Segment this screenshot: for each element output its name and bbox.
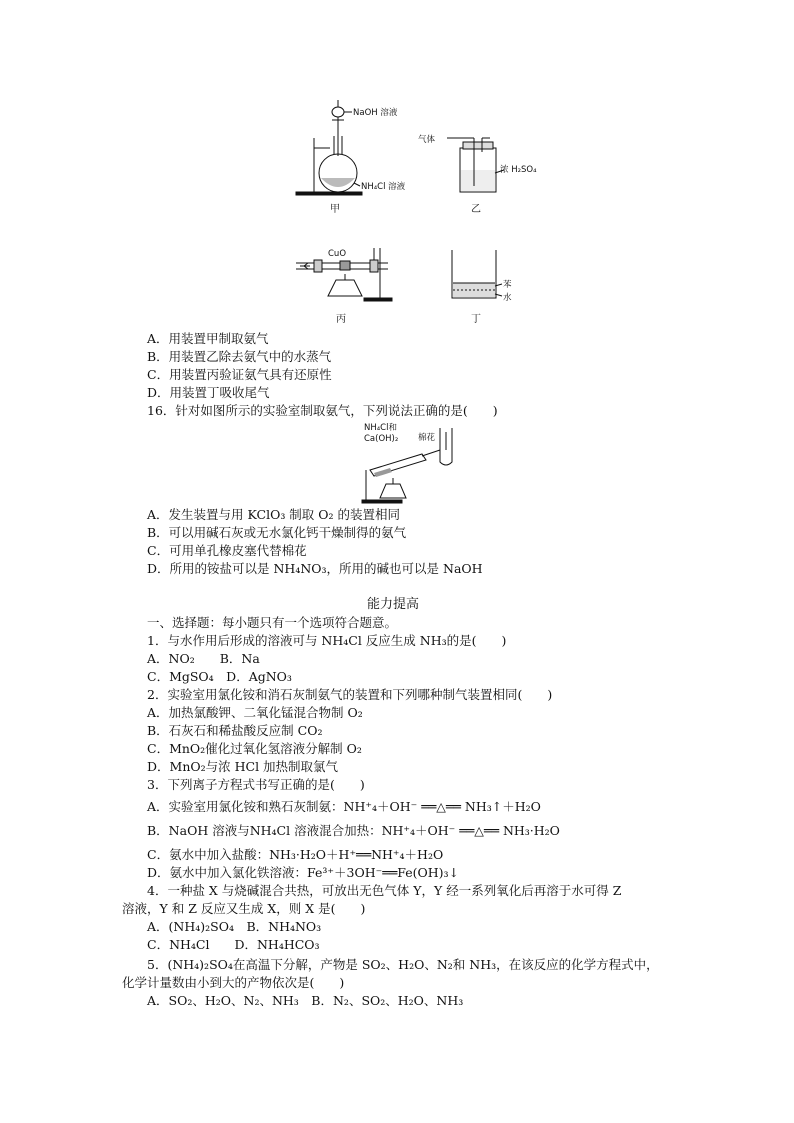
apparatus-yi (447, 138, 504, 192)
label-gas: 气体 (418, 135, 436, 145)
label-water: 水 (503, 293, 512, 303)
question-5-cont: 化学计量数由小到大的产物依次是( ) (122, 975, 345, 990)
q1-options-cd: C．MgSO₄ D．AgNO₃ (147, 669, 292, 684)
q16-option-d: D．所用的铵盐可以是 NH₄NO₃，所用的碱也可以是 NaOH (147, 561, 483, 576)
q4-options-ab: A．(NH₄)₂SO₄ B．NH₄NO₃ (147, 919, 322, 934)
label-h2so4: 浓 H₂SO₄ (500, 165, 537, 175)
q5-options-ab: A．SO₂、H₂O、N₂、NH₃ B．N₂、SO₂、H₂O、NH₃ (147, 993, 464, 1008)
q3-option-b: B．NaOH 溶液与NH₄Cl 溶液混合加热：NH⁺₄＋OH⁻ ══△══ NH₃·H₂O (147, 823, 560, 838)
caption-jia: 甲 (330, 204, 340, 215)
option-a-jia: A．用装置甲制取氨气 (147, 331, 269, 346)
question-4: 4．一种盐 X 与烧碱混合共热，可放出无色气体 Y，Y 经一系列氧化后再溶于水可得 Z (147, 883, 622, 898)
question-1: 1．与水作用后形成的溶液可与 NH₄Cl 反应生成 NH₃的是( ) (147, 633, 507, 648)
section-instruction: 一、选择题：每小题只有一个选项符合题意。 (147, 615, 398, 630)
section-heading: 能力提高 (367, 597, 420, 612)
label-caoh2: Ca(OH)₂ (364, 434, 399, 444)
question-16: 16．针对如图所示的实验室制取氨气，下列说法正确的是( ) (147, 403, 498, 418)
apparatus-figure (290, 98, 550, 330)
label-cotton: 棉花 (418, 433, 436, 443)
q16-option-b: B．可以用碱石灰或无水氯化钙干燥制得的氨气 (147, 525, 407, 540)
label-naoh: NaOH 溶液 (353, 108, 398, 118)
apparatus-ding (452, 250, 502, 298)
question-5: 5．(NH₄)₂SO₄在高温下分解，产物是 SO₂、H₂O、N₂和 NH₃，在该反应的化学方程式中， (147, 957, 659, 972)
q2-option-c: C．MnO₂催化过氧化氢溶液分解制 O₂ (147, 741, 362, 756)
caption-bing: 丙 (336, 314, 346, 325)
option-c-bing: C．用装置丙验证氨气具有还原性 (147, 367, 332, 382)
option-d-ding: D．用装置丁吸收尾气 (147, 385, 270, 400)
q16-option-a: A．发生装置与用 KClO₃ 制取 O₂ 的装置相同 (147, 507, 401, 522)
q3-option-c: C．氨水中加入盐酸：NH₃·H₂O＋H⁺══NH⁺₄＋H₂O (147, 847, 444, 862)
q1-options-ab: A．NO₂ B．Na (147, 651, 260, 666)
q16-option-c: C．可用单孔橡皮塞代替棉花 (147, 543, 307, 558)
question-3: 3．下列离子方程式书写正确的是( ) (147, 777, 365, 792)
label-cuo: CuO (328, 249, 347, 259)
q2-option-b: B．石灰石和稀盐酸反应制 CO₂ (147, 723, 323, 738)
label-nh4cl: NH₄Cl 溶液 (361, 182, 406, 192)
q3-option-a: A．实验室用氯化铵和熟石灰制氨：NH⁺₄＋OH⁻ ══△══ NH₃↑＋H₂O (147, 799, 541, 814)
label-benzene: 苯 (503, 280, 512, 290)
caption-yi: 乙 (471, 204, 481, 215)
ammonia-apparatus-figure (360, 418, 470, 506)
question-2: 2．实验室用氯化铵和消石灰制氨气的装置和下列哪种制气装置相同( ) (147, 687, 553, 702)
option-b-yi: B．用装置乙除去氨气中的水蒸气 (147, 349, 332, 364)
caption-ding: 丁 (471, 314, 481, 325)
q2-option-a: A．加热氯酸钾、二氧化锰混合物制 O₂ (147, 705, 363, 720)
q4-options-cd: C．NH₄Cl D．NH₄HCO₃ (147, 937, 320, 952)
q2-option-d: D．MnO₂与浓 HCl 加热制取氯气 (147, 759, 339, 774)
question-4-cont: 溶液，Y 和 Z 反应又生成 X，则 X 是( ) (122, 901, 366, 916)
q3-option-d: D．氨水中加入氯化铁溶液：Fe³⁺＋3OH⁻══Fe(OH)₃↓ (147, 865, 460, 880)
label-nh4cl-and: NH₄Cl和 (364, 423, 397, 433)
